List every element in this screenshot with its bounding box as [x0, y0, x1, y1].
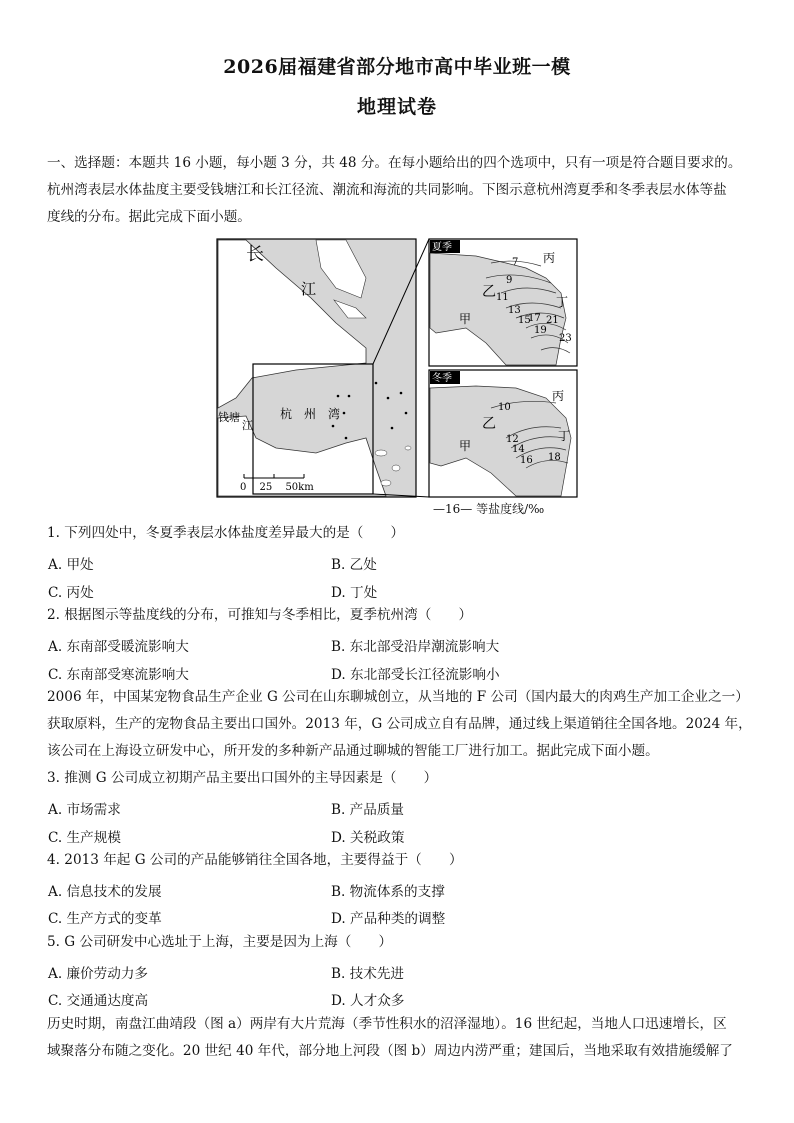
question-2-stem: 2. 根据图示等盐度线的分布，可推知与冬季相比，夏季杭州湾（ ）	[47, 607, 473, 623]
q5-option-d[interactable]: D. 人才众多	[331, 993, 405, 1009]
label-ding-winter: 丁	[558, 429, 571, 443]
label-yi-winter: 乙	[482, 416, 496, 432]
passage-line: 域聚落分布随之变化。20 世纪 40 年代，部分地上河段（图 b）周边内涝严重；建国后，当地采取有效措施缓解了	[47, 1043, 733, 1059]
passage-line: 历史时期，南盘江曲靖段（图 a）两岸有大片荒海（季节性积水的沼泽湿地）。16 世纪起，当地人口迅速增长，区	[47, 1016, 727, 1032]
iso-17: 17	[528, 313, 541, 324]
label-bing-winter: 丙	[552, 389, 565, 403]
q2-option-b[interactable]: B. 东北部受沿岸潮流影响大	[331, 639, 500, 655]
q1-option-a[interactable]: A. 甲处	[48, 557, 94, 573]
iso-13: 13	[508, 305, 521, 316]
label-jia-summer: 甲	[459, 312, 472, 326]
q4-option-c[interactable]: C. 生产方式的变革	[48, 911, 162, 927]
summer-tag: 夏季	[432, 242, 452, 253]
label-jia-winter: 甲	[459, 439, 472, 453]
q2-option-a[interactable]: A. 东南部受暖流影响大	[48, 639, 189, 655]
q1-option-d[interactable]: D. 丁处	[331, 585, 378, 601]
q4-option-d[interactable]: D. 产品种类的调整	[331, 911, 446, 927]
label-ding-summer: 丁	[556, 295, 569, 309]
scale-label: 0 25 50km	[240, 482, 314, 493]
q5-option-c[interactable]: C. 交通通达度高	[48, 993, 149, 1009]
q1-option-c[interactable]: C. 丙处	[48, 585, 94, 601]
label-jiang: 江	[301, 280, 317, 298]
passage-3	[47, 1011, 757, 1065]
passage-line: 该公司在上海设立研发中心，所开发的多种新产品通过聊城的智能工厂进行加工。据此完成下面小题。	[47, 743, 659, 759]
question-3-stem: 3. 推测 G 公司成立初期产品主要出口国外的主导因素是（ ）	[47, 770, 438, 786]
iso-15: 15	[518, 315, 531, 326]
intro-line: 度线的分布。据此完成下面小题。	[47, 209, 251, 225]
label-chang: 长	[246, 244, 264, 265]
q1-option-b[interactable]: B. 乙处	[331, 557, 377, 573]
q5-option-b[interactable]: B. 技术先进	[331, 966, 405, 982]
salinity-map	[216, 238, 578, 498]
iso-w12: 12	[506, 434, 519, 445]
question-1-stem: 1. 下列四处中，冬夏季表层水体盐度差异最大的是（ ）	[47, 525, 405, 541]
iso-w10: 10	[498, 402, 511, 413]
label-yi-summer: 乙	[482, 284, 496, 300]
exam-subtitle: 地理试卷	[356, 96, 437, 118]
q3-option-b[interactable]: B. 产品质量	[331, 802, 405, 818]
exam-title: 2026届福建省部分地市高中毕业班一模	[223, 56, 571, 78]
q4-option-a[interactable]: A. 信息技术的发展	[48, 884, 162, 900]
label-bay: 杭 州 湾	[280, 407, 341, 421]
passage-2	[47, 684, 757, 765]
q5-option-a[interactable]: A. 廉价劳动力多	[48, 966, 149, 982]
iso-23: 23	[559, 333, 572, 344]
section1-intro	[47, 150, 757, 231]
iso-19: 19	[534, 325, 547, 336]
q2-option-d[interactable]: D. 东北部受长江径流影响小	[331, 667, 500, 683]
iso-11: 11	[496, 292, 509, 303]
q2-option-c[interactable]: C. 东南部受寒流影响大	[48, 667, 189, 683]
passage-line: 2006 年，中国某宠物食品生产企业 G 公司在山东聊城创立，从当地的 F 公司（国内最大的肉鸡生产加工企业之一）	[47, 689, 749, 705]
q3-option-d[interactable]: D. 关税政策	[331, 830, 405, 846]
hangzhou-bay-salinity-figure	[216, 238, 578, 498]
q3-option-a[interactable]: A. 市场需求	[48, 802, 121, 818]
winter-tag: 冬季	[432, 373, 452, 384]
passage-line: 获取原料，生产的宠物食品主要出口国外。2013 年，G 公司成立自有品牌，通过线上渠道销往全国各地。2024 年，	[47, 716, 752, 732]
intro-line: 杭州湾表层水体盐度主要受钱塘江和长江径流、潮流和海流的共同影响。下图示意杭州湾夏季和冬季表层水体等盐	[47, 182, 727, 198]
label-bing-summer: 丙	[543, 251, 556, 265]
iso-21: 21	[546, 315, 559, 326]
q4-option-b[interactable]: B. 物流体系的支撑	[331, 884, 445, 900]
label-qiantang: 钱塘	[218, 411, 240, 424]
iso-9: 9	[506, 275, 513, 286]
q3-option-c[interactable]: C. 生产规模	[48, 830, 121, 846]
iso-7: 7	[512, 257, 519, 268]
question-5-stem: 5. G 公司研发中心选址于上海，主要是因为上海（ ）	[47, 934, 393, 950]
intro-line: 一、选择题：本题共 16 小题，每小题 3 分，共 48 分。在每小题给出的四个选项中，只有一项是符合题目要求的。	[47, 155, 742, 171]
iso-w16: 16	[520, 455, 533, 466]
question-4-stem: 4. 2013 年起 G 公司的产品能够销往全国各地，主要得益于（ ）	[47, 852, 463, 868]
iso-w14: 14	[512, 444, 525, 455]
label-qiantang-jiang: 江	[242, 419, 253, 432]
iso-w18: 18	[548, 452, 561, 463]
isoline-legend: —16— 等盐度线/‰	[433, 502, 545, 516]
